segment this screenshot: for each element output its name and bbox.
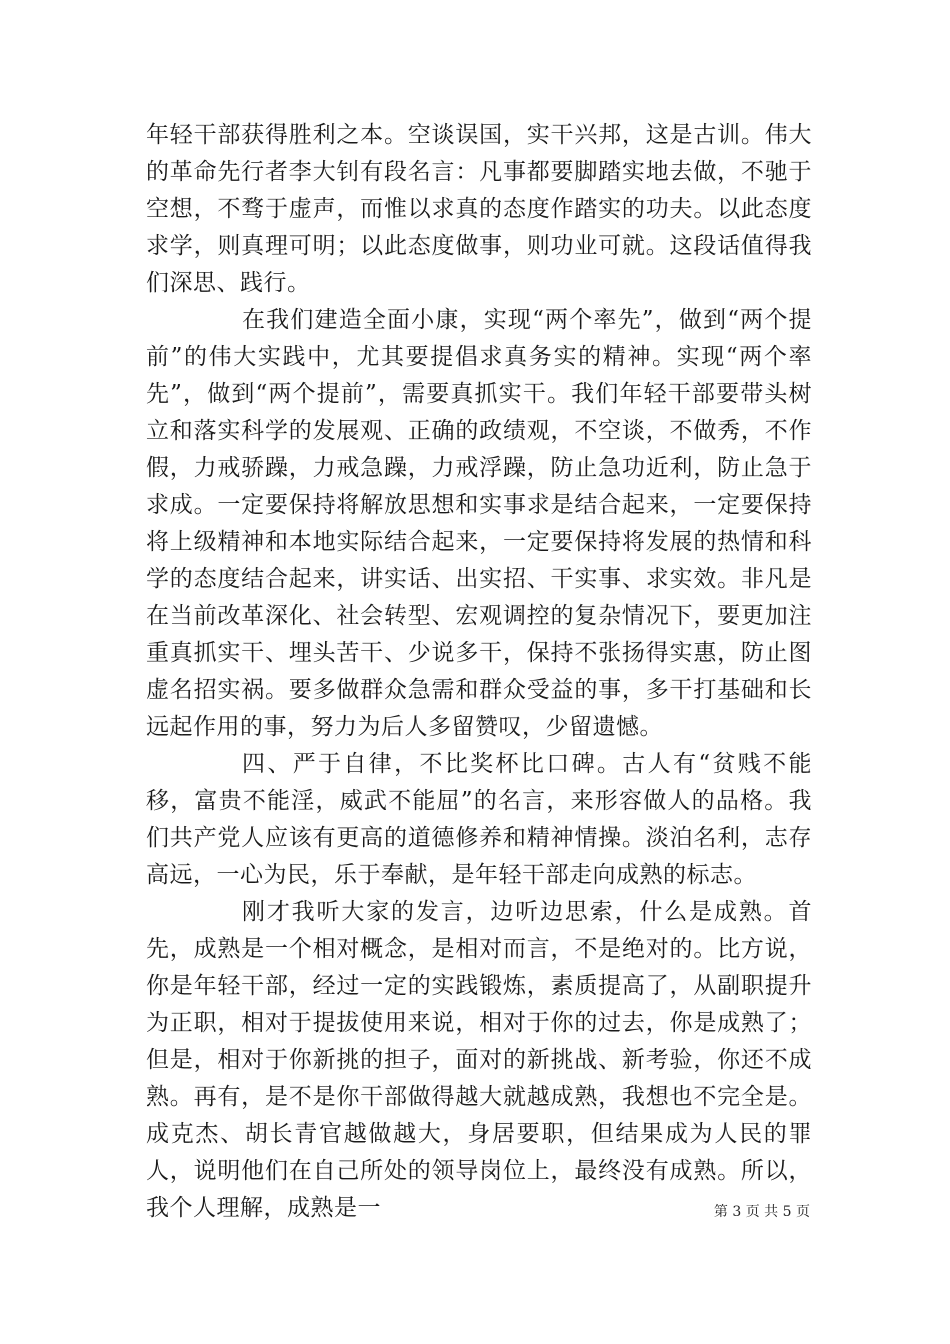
paragraph-2: 在我们建造全面小康，实现“两个率先”，做到“两个提前”的伟大实践中，尤其要提倡求真务实的精神。实现“两个率先”，做到“两个提前”，需要真抓实干。我们年轻干部要带头树立和落实科学的发展观、正确的政绩观，不空谈，不做秀，不作假，力戒骄躁，力戒急躁，力戒浮躁，防止急功近利，防止急于求成。一定要保持将解放思想和实事求是结合起来，一定要保持将上级精神和本地实际结合起来，一定要保持将发展的热情和科学的态度结合起来，讲实话、出实招、干实事、求实效。非凡是在当前改革深化、社会转型、宏观调控的复杂情况下，要更加注重真抓实干、埋头苦干、少说多干，保持不张扬得实惠，防止图虚名招实祸。要多做群众急需和群众受益的事，多干打基础和长远起作用的事，努力为后人多留赞叹，少留遗憾。 <box>146 307 812 740</box>
paragraph-4: 刚才我听大家的发言，边听边思索，什么是成熟。首先，成熟是一个相对概念，是相对而言，不是绝对的。比方说，你是年轻干部，经过一定的实践锻炼，素质提高了，从副职提升为正职，相对于提拔使用来说，相对于你的过去，你是成熟了；但是，相对于你新挑的担子，面对的新挑战、新考验，你还不成熟。再有，是不是你干部做得越大就越成熟，我想也不完全是。成克杰、胡长青官越做越大，身居要职，但结果成为人民的罪人，说明他们在自己所处的领导岗位上，最终没有成熟。所以，我个人理解，成熟是一 <box>146 899 812 1221</box>
page-number-footer: 第 3 页 共 5 页 <box>713 1204 810 1220</box>
paragraph-3: 四、严于自律，不比奖杯比口碑。古人有“贫贱不能移，富贵不能淫，威武不能屈”的名言，来形容做人的品格。我们共产党人应该有更高的道德修养和精神情操。淡泊名利，志存高远，一心为民，乐于奉献，是年轻干部走向成熟的标志。 <box>146 751 812 888</box>
paragraph-1: 年轻干部获得胜利之本。空谈误国，实干兴邦，这是古训。伟大的革命先行者李大钊有段名言：凡事都要脚踏实地去做，不驰于空想，不骛于虚声，而惟以求真的态度作踏实的功夫。以此态度求学，则真理可明；以此态度做事，则功业可就。这段话值得我们深思、践行。 <box>146 122 812 296</box>
document-body <box>146 117 812 1227</box>
